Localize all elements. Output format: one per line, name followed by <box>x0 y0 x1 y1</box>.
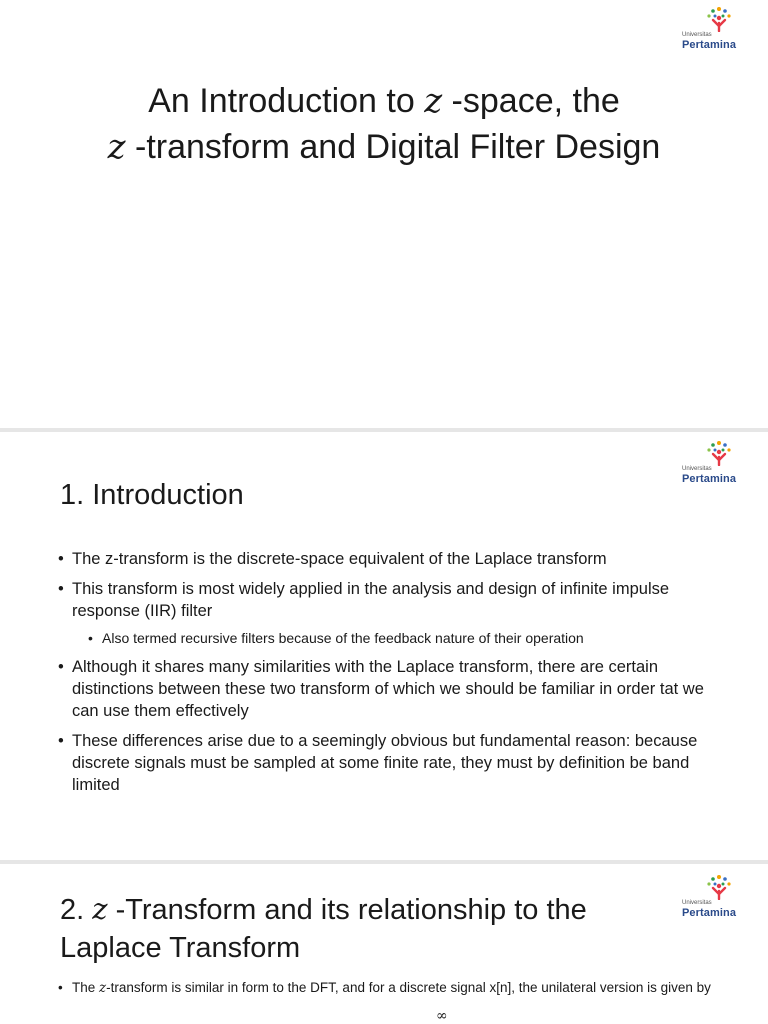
logo-university-text: Universitas <box>682 466 712 472</box>
sub-bullet-item <box>72 628 716 648</box>
title-z-variable: z <box>107 127 126 167</box>
logo-university-text: Universitas <box>682 32 712 38</box>
bullet-z-variable: z <box>99 980 107 996</box>
bullet-item <box>56 578 716 648</box>
z-transform-slide <box>0 864 768 1024</box>
tree-logo-icon <box>704 874 734 900</box>
presentation-title <box>60 78 708 170</box>
university-logo <box>682 6 760 62</box>
university-logo <box>682 874 760 930</box>
bullet-text: The z-transform is the discrete-space equivalent of the Laplace transform <box>72 550 607 568</box>
title-text-part: An Introduction to <box>148 82 425 120</box>
logo-pertamina-text: Pertamina <box>682 473 737 485</box>
bullet-list <box>56 980 716 1004</box>
tree-logo-icon <box>704 440 734 466</box>
title-z-variable: z <box>424 81 443 121</box>
introduction-slide <box>0 432 768 860</box>
section-title: 1. Introduction <box>60 479 244 511</box>
tree-logo-icon <box>704 6 734 32</box>
bullet-text: These differences arise due to a seemingly obvious but fundamental reason: because discrete signals must be sampled at some finite rate, they must by definition be band limited <box>72 732 698 794</box>
bullet-text: Although it shares many similarities with the Laplace transform, there are certain distinctions between these two transform of which we should be familiar in order tat we can use them effectively <box>72 658 704 720</box>
sub-bullet-text: Also termed recursive filters because of the feedback nature of their operation <box>102 630 584 646</box>
university-logo <box>682 440 760 496</box>
logo-pertamina-text: Pertamina <box>682 907 737 919</box>
logo-university-text: Universitas <box>682 900 712 906</box>
title-slide <box>0 0 768 428</box>
bullet-item <box>56 730 716 796</box>
section-title <box>60 890 680 967</box>
bullet-item <box>56 980 716 996</box>
section-title-part: -Transform and its relationship to the Laplace Transform <box>60 894 587 964</box>
title-z-variable: z <box>92 892 108 926</box>
bullet-list <box>56 548 716 804</box>
logo-pertamina-text: Pertamina <box>682 39 737 51</box>
bullet-text: This transform is most widely applied in the analysis and design of infinite impulse response (IIR) filter <box>72 580 670 620</box>
formula-summation-top: ∞ <box>436 1008 448 1024</box>
title-text-part: -space, the <box>442 82 620 120</box>
section-title-part: 2. <box>60 894 93 926</box>
bullet-text-part: The <box>72 980 100 995</box>
sub-bullet-list <box>72 628 716 648</box>
title-text-part: -transform and Digital Filter Design <box>125 128 661 166</box>
bullet-item <box>56 548 716 570</box>
bullet-text-part: -transform is similar in form to the DFT, and for a discrete signal x[n], the unilateral version is given by <box>106 980 711 995</box>
bullet-item <box>56 656 716 722</box>
